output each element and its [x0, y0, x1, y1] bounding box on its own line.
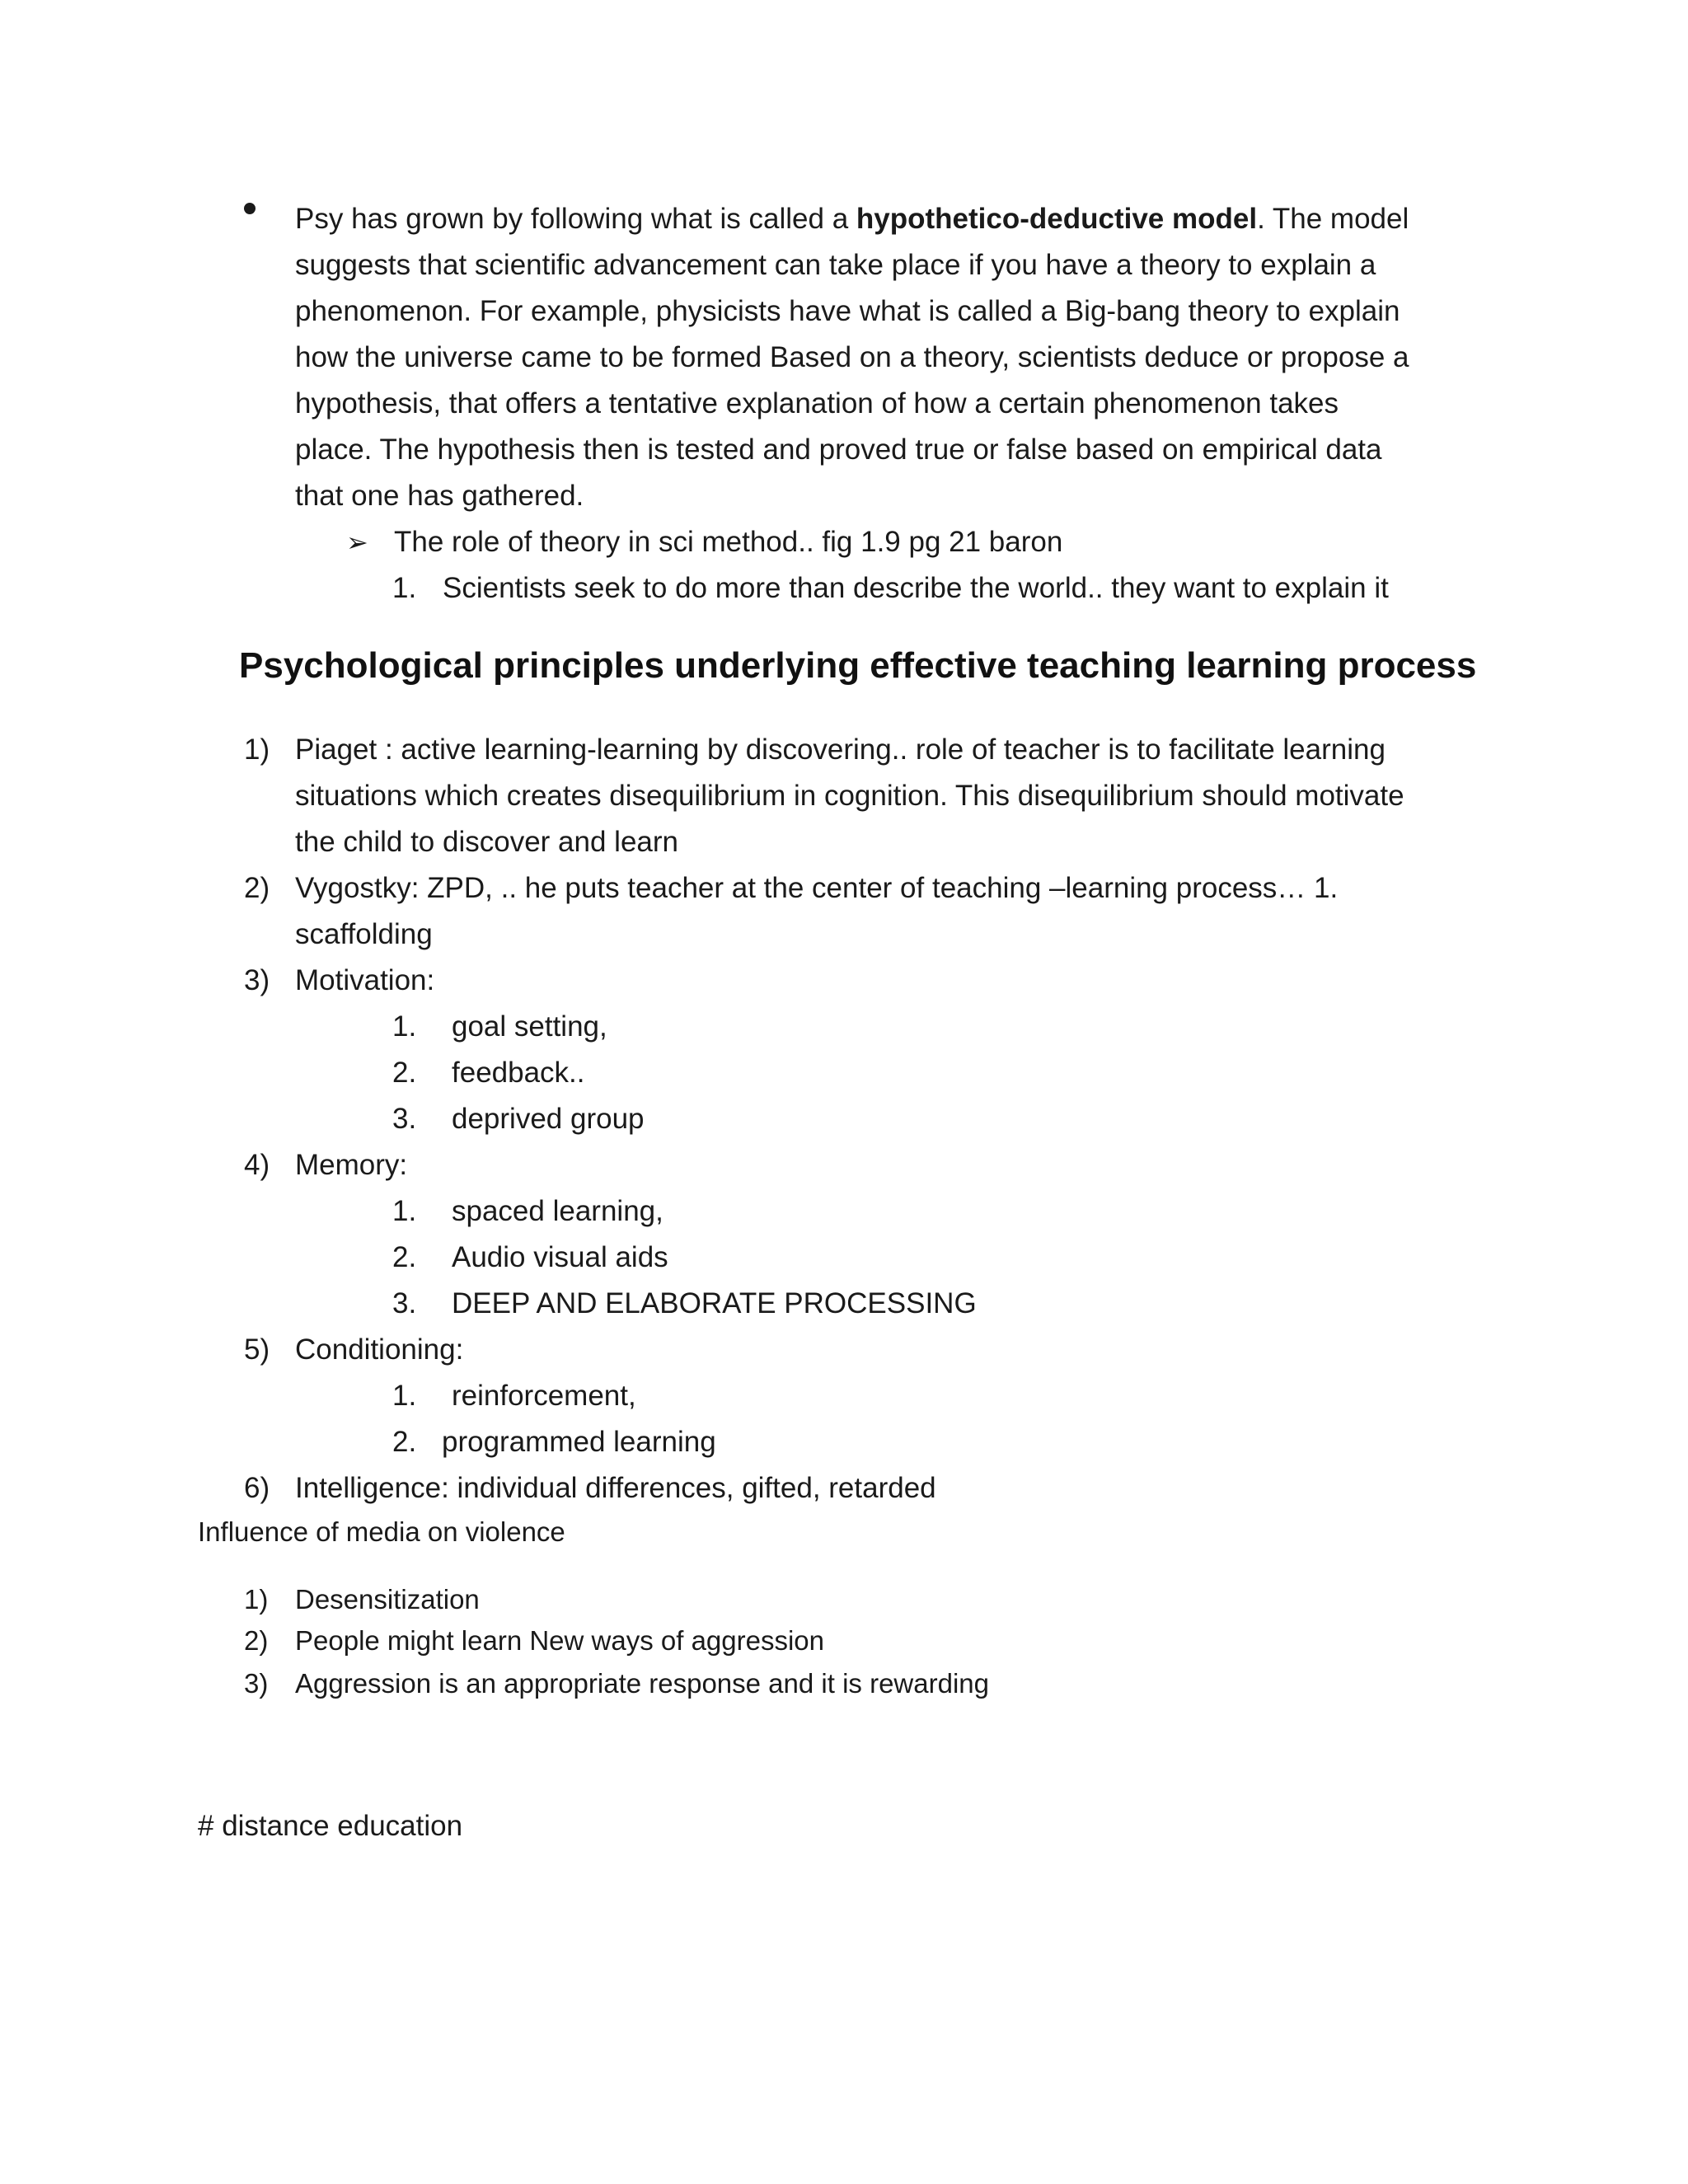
list-number: 3) — [244, 964, 270, 996]
paragraph-line: hypothesis, that offers a tentative explanation of how a certain phenomenon takes — [295, 387, 1339, 419]
media-section-title: Influence of media on violence — [198, 1516, 565, 1547]
paragraph-line: phenomenon. For example, physicists have what is called a Big-bang theory to explain — [295, 295, 1400, 327]
list-number: 1. — [392, 1195, 417, 1227]
sub-sub-item: Scientists seek to do more than describe the world.. they want to explain it — [443, 572, 1389, 604]
media-list-item: Desensitization — [295, 1584, 480, 1615]
list-number: 5) — [244, 1333, 270, 1366]
paragraph-line: suggests that scientific advancement can take place if you have a theory to explain a — [295, 249, 1376, 281]
list-number: 2. — [392, 1426, 417, 1458]
paragraph-line: Psy has grown by following what is called a hypothetico-deductive model. The model — [295, 203, 1409, 235]
list-item-line: Intelligence: individual differences, gifted, retarded — [295, 1472, 936, 1504]
nested-list-item: deprived group — [452, 1103, 645, 1135]
list-number: 4) — [244, 1149, 270, 1181]
nested-list-item: spaced learning, — [452, 1195, 663, 1227]
bullet-icon — [244, 203, 256, 214]
nested-list-item: DEEP AND ELABORATE PROCESSING — [452, 1287, 977, 1319]
footer-note: # distance education — [198, 1810, 463, 1842]
list-number: 2) — [244, 1625, 269, 1656]
section-heading: Psychological principles underlying effective teaching learning process — [239, 645, 1477, 686]
list-item-line: Piaget : active learning-learning by discovering.. role of teacher is to facilitate learning — [295, 733, 1386, 766]
list-number: 1. — [392, 572, 417, 604]
list-item-line: Memory: — [295, 1149, 408, 1181]
nested-list-item: Audio visual aids — [452, 1241, 668, 1273]
list-number: 1. — [392, 1380, 417, 1412]
paragraph-line: how the universe came to be formed Based on a theory, scientists deduce or propose a — [295, 341, 1409, 373]
list-item-line: Vygostky: ZPD, .. he puts teacher at the center of teaching –learning process… 1. — [295, 872, 1339, 904]
list-number: 3. — [392, 1287, 417, 1319]
nested-list-item: programmed learning — [442, 1426, 716, 1458]
bold-term: hypothetico-deductive model — [856, 203, 1258, 235]
paragraph-line: place. The hypothesis then is tested and proved true or false based on empirical data — [295, 434, 1382, 466]
nested-list-item: feedback.. — [452, 1057, 585, 1089]
list-item-line: Conditioning: — [295, 1333, 464, 1366]
list-item-line: Motivation: — [295, 964, 435, 996]
nested-list-item: goal setting, — [452, 1010, 607, 1043]
media-list-item: People might learn New ways of aggression — [295, 1625, 825, 1656]
list-item-line: scaffolding — [295, 918, 433, 950]
sub-bullet-item: The role of theory in sci method.. fig 1.9 pg 21 baron — [394, 526, 1063, 558]
list-number: 3. — [392, 1103, 417, 1135]
list-number: 1) — [244, 733, 270, 766]
list-number: 2) — [244, 872, 270, 904]
list-number: 2. — [392, 1057, 417, 1089]
nested-list-item: reinforcement, — [452, 1380, 636, 1412]
list-number: 1. — [392, 1010, 417, 1043]
list-number: 1) — [244, 1584, 269, 1615]
media-list-item: Aggression is an appropriate response and it is rewarding — [295, 1668, 989, 1699]
list-number: 2. — [392, 1241, 417, 1273]
paragraph-line: that one has gathered. — [295, 480, 584, 512]
arrow-bullet-icon: ➢ — [346, 527, 368, 557]
list-number: 6) — [244, 1472, 270, 1504]
intro-paragraph — [295, 196, 1482, 519]
list-item-line: situations which creates disequilibrium in cognition. This disequilibrium should motivate — [295, 780, 1404, 812]
list-number: 3) — [244, 1668, 269, 1699]
list-item-line: the child to discover and learn — [295, 826, 678, 858]
